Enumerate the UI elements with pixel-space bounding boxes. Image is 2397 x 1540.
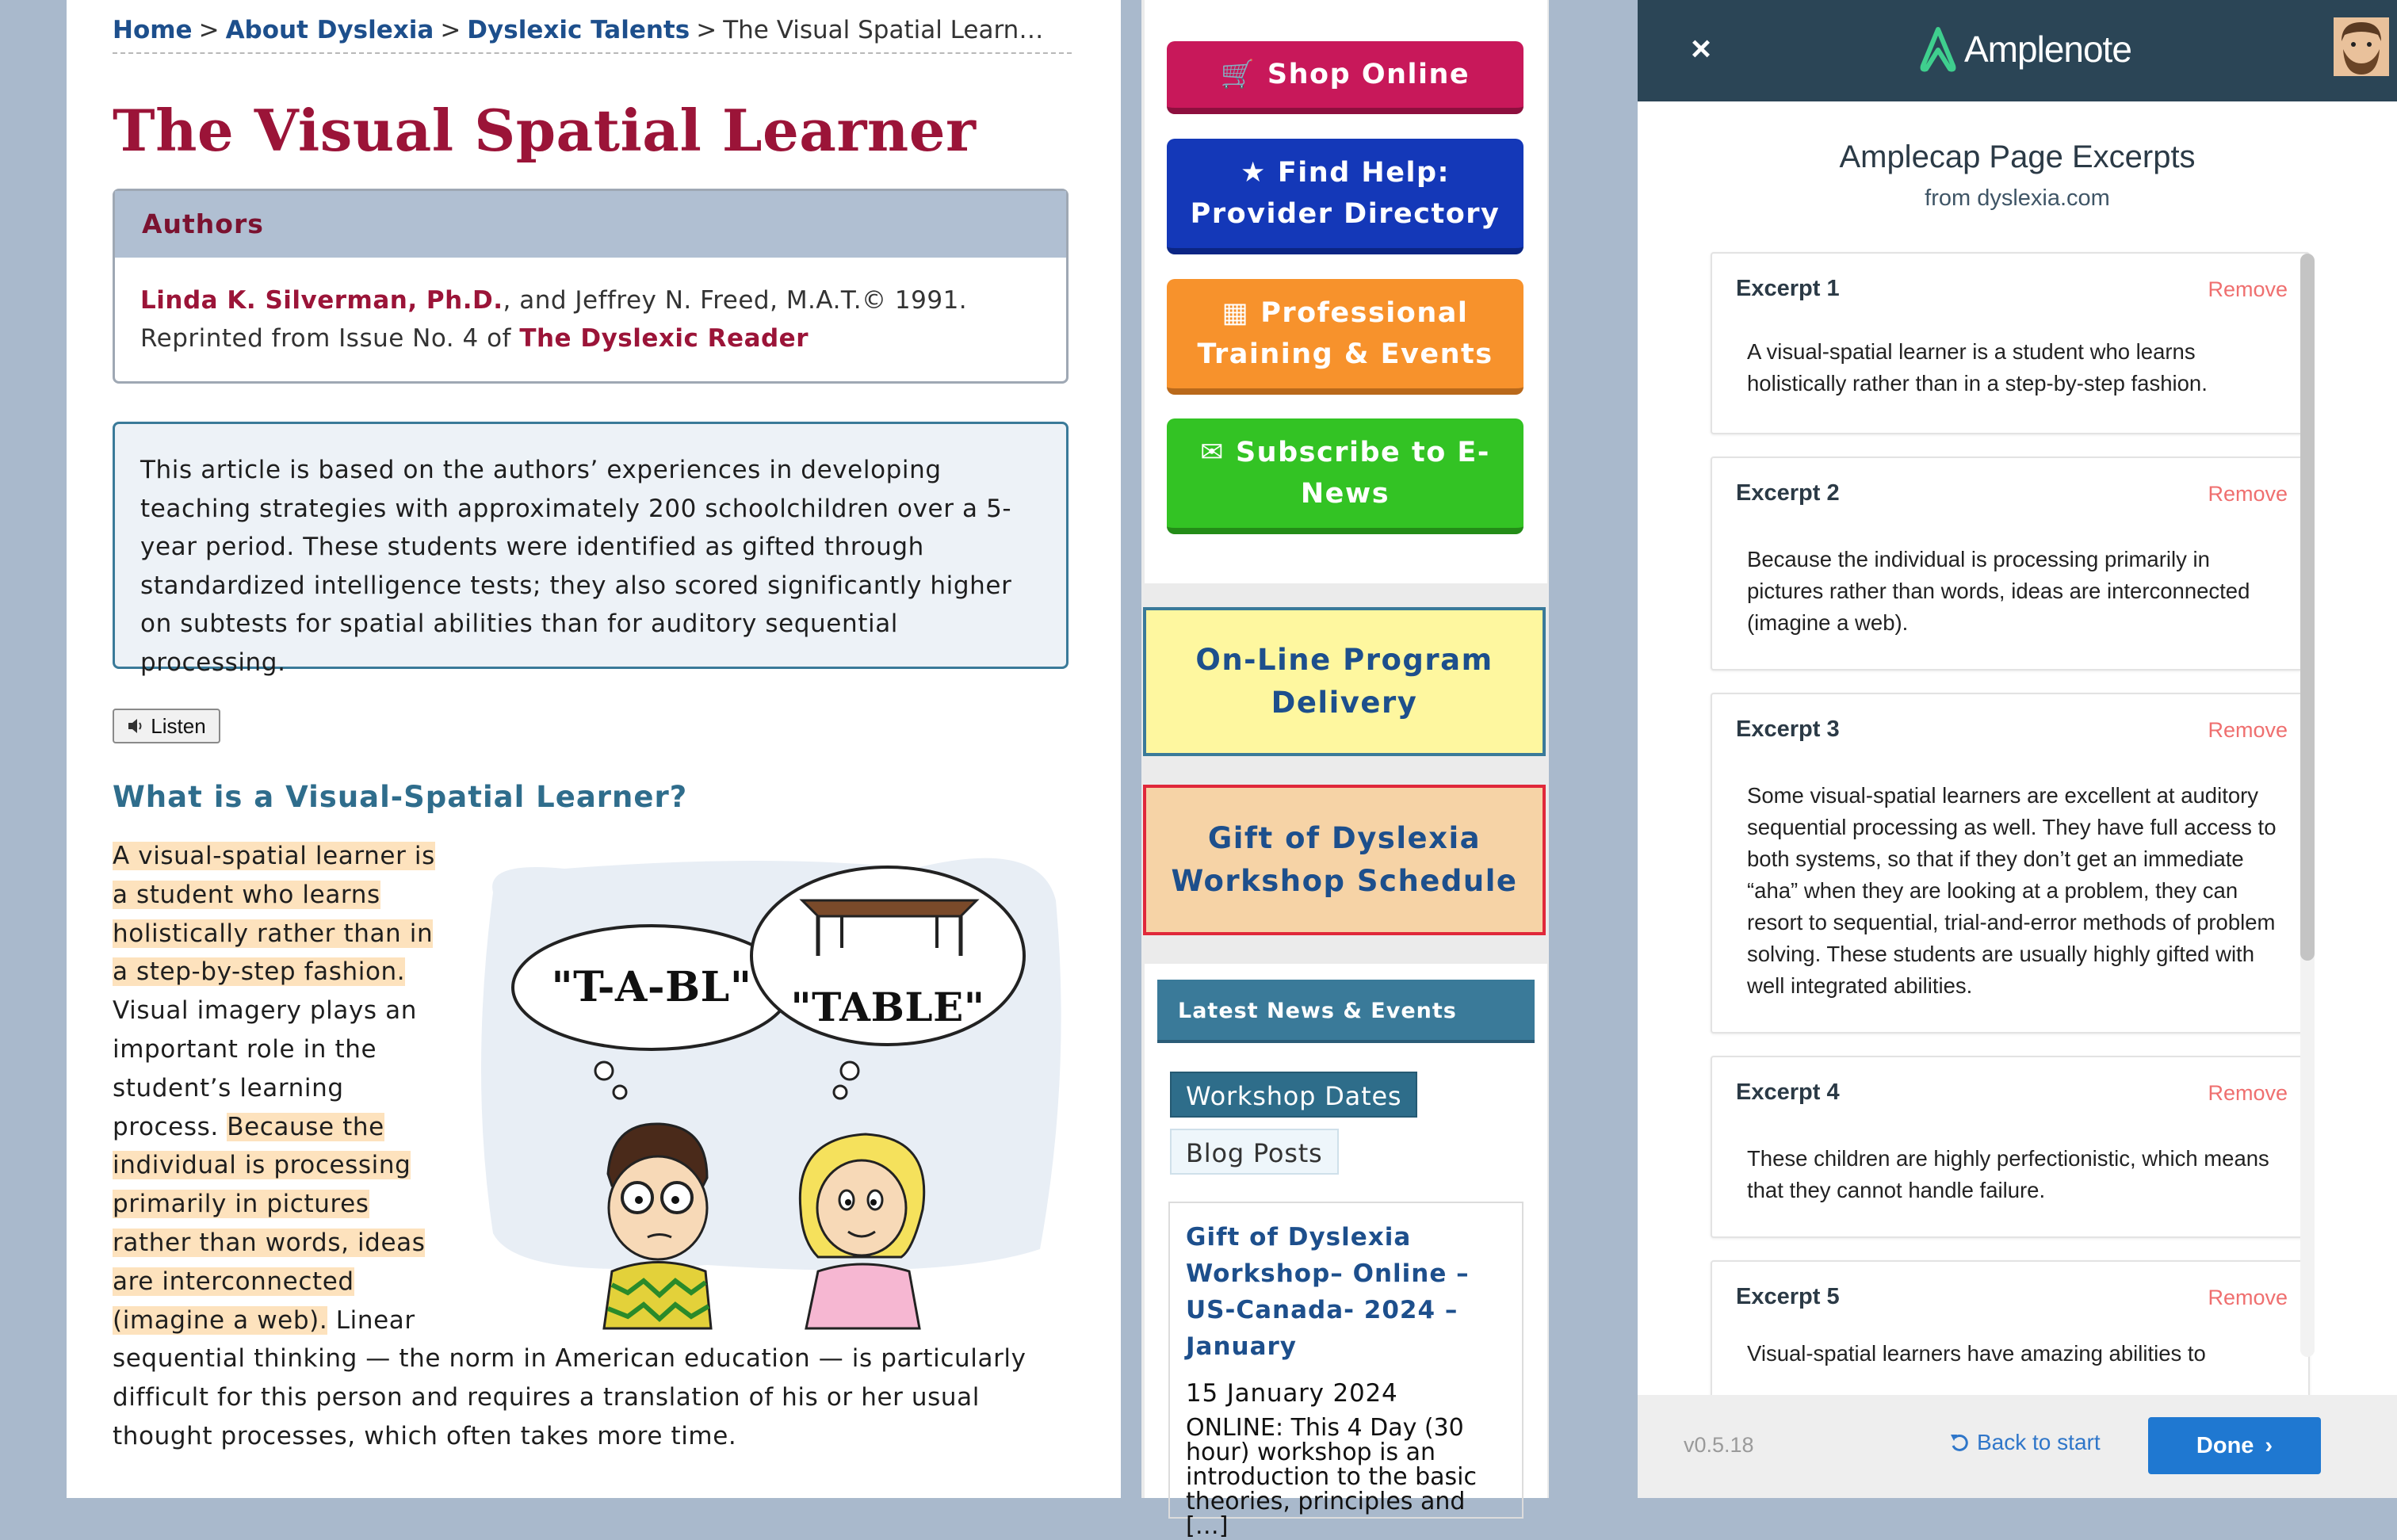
online-program-line1: On-Line Program <box>1195 643 1493 677</box>
undo-icon <box>1948 1431 1971 1454</box>
remove-excerpt-button[interactable]: Remove <box>2208 718 2288 742</box>
amplecap-title: Amplecap Page Excerpts <box>1839 139 2196 174</box>
amplenote-topbar <box>1638 0 2397 101</box>
amplenote-logo-icon <box>1918 26 1958 72</box>
news-excerpt: ONLINE: This 4 Day (30 hour) workshop is an introduction to the basic theories, principles and […] <box>1186 1414 1478 1540</box>
online-program-line2: Delivery <box>1271 686 1418 720</box>
excerpt-list <box>1711 252 2324 1366</box>
excerpt-scrollbar[interactable] <box>2300 254 2315 1357</box>
highlighted-excerpt-1: A visual-spatial learner is a student who learns holistically rather than in a step-by-step fashion. <box>113 842 435 987</box>
intro-box: This article is based on the authors’ experiences in developing teaching strategies with approximately 200 schoolchildren over a 5-year period. These students were identified as gifted through standardized intelligence tests; they also scored significantly higher on subtests for spatial abilities than for auditory sequential processing. <box>113 422 1069 669</box>
help-label-line2: Provider Directory <box>1190 198 1501 230</box>
gift-workshop-promo[interactable] <box>1143 785 1546 935</box>
tab-blog-posts[interactable]: Blog Posts <box>1170 1129 1339 1175</box>
news-date: 15 January 2024 <box>1186 1379 1398 1408</box>
professional-training-button[interactable] <box>1167 279 1523 395</box>
excerpt-label: Excerpt 1 <box>1736 276 1840 301</box>
training-label-line1: Professional <box>1260 297 1469 329</box>
online-program-promo[interactable] <box>1143 607 1546 756</box>
authors-box <box>113 189 1069 384</box>
boy-figure <box>604 1124 711 1328</box>
amplenote-logo-text: Amplenote <box>1964 29 2131 70</box>
excerpt-text: Because the individual is processing primarily in pictures rather than words, ideas are interconnected (imagine a web). <box>1747 547 2250 635</box>
back-to-start-label: Back to start <box>1977 1430 2101 1454</box>
excerpt-text: A visual-spatial learner is a student who learns holistically rather than in a step-by-step fashion. <box>1747 339 2208 396</box>
section-heading: What is a Visual-Spatial Learner? <box>113 780 688 814</box>
authors-body <box>115 258 1066 357</box>
training-label-line2: Training & Events <box>1197 338 1493 370</box>
article-body <box>113 837 1072 1456</box>
publication-link[interactable]: The Dyslexic Reader <box>519 324 809 353</box>
subscribe-enews-button[interactable] <box>1167 418 1523 534</box>
body-text-2: Visual imagery plays an important role in the student’s learning process. <box>113 996 417 1141</box>
news-card <box>1168 1202 1523 1540</box>
amplenote-panel <box>1638 0 2397 1498</box>
done-label: Done <box>2196 1432 2254 1458</box>
avatar[interactable] <box>2334 17 2389 76</box>
amplenote-footer <box>1638 1395 2397 1498</box>
excerpt-text: Some visual-spatial learners are excellent at auditory sequential processing as well. They have full access to both systems, so that if they don’t get an immediate “aha” when they are looking at a problem, they can resort to sequential, trial-and-error methods of problem solving. These students are usually highly gifted with well integrated abilities. <box>1747 783 2277 998</box>
calendar-icon: ▦ <box>1221 297 1250 329</box>
star-icon: ★ <box>1240 157 1267 189</box>
excerpt-card <box>1711 1056 2310 1238</box>
news-header: Latest News & Events <box>1157 980 1535 1043</box>
excerpt-label: Excerpt 4 <box>1736 1080 1840 1105</box>
excerpt-label: Excerpt 2 <box>1736 480 1840 506</box>
excerpt-label: Excerpt 3 <box>1736 717 1840 742</box>
tab-workshop-dates[interactable]: Workshop Dates <box>1170 1072 1417 1118</box>
excerpt-text: Visual-spatial learners have amazing abilities to <box>1747 1341 2206 1366</box>
breadcrumb-separator: > <box>696 16 717 44</box>
breadcrumb-current: The Visual Spatial Learn… <box>723 16 1044 44</box>
authors-heading: Authors <box>115 191 1066 258</box>
right-bubble-text: "TABLE" <box>790 984 985 1030</box>
gift-workshop-line1: Gift of Dyslexia <box>1207 821 1481 855</box>
shop-online-button[interactable] <box>1167 41 1523 114</box>
article-column <box>67 0 1121 1498</box>
done-button[interactable] <box>2148 1417 2321 1474</box>
listen-label: Listen <box>151 713 206 738</box>
remove-excerpt-button[interactable]: Remove <box>2208 277 2288 301</box>
left-bubble-text: "T-A-BL" <box>551 963 752 1011</box>
remove-excerpt-button[interactable]: Remove <box>2208 1286 2288 1309</box>
close-icon[interactable]: × <box>1691 29 1711 68</box>
page-title: The Visual Spatial Learner <box>113 97 977 164</box>
listen-button[interactable] <box>113 709 220 743</box>
avatar-face-icon <box>2334 17 2389 76</box>
highlighted-excerpt-2: Because the individual is processing primarily in pictures rather than words, ideas are interconnected (imagine a web). <box>113 1112 426 1335</box>
body-text-4: Linear sequential thinking — the norm in American education — is particularly difficult for this person and requires a translation of his or her usual thought processes, which often takes more time. <box>113 1305 1026 1450</box>
cta-panel <box>1145 0 1547 583</box>
version-label: v0.5.18 <box>1684 1433 1754 1457</box>
speaker-icon <box>127 717 146 735</box>
amplenote-logo <box>1918 21 2131 78</box>
site-sidebar <box>1141 0 1549 1540</box>
subscribe-label-line2: News <box>1300 478 1390 510</box>
envelope-icon: ✉ <box>1200 437 1225 468</box>
author-link[interactable]: Linda K. Silverman, Ph.D. <box>140 286 503 315</box>
excerpt-card <box>1711 693 2310 1034</box>
breadcrumb-separator: > <box>198 16 220 44</box>
shop-label: Shop Online <box>1267 59 1470 90</box>
author-rest-text: , and Jeffrey N. Freed, M.A.T.© 1991. Reprinted from Issue No. 4 of <box>140 286 968 353</box>
chevron-right-icon: › <box>2265 1432 2273 1458</box>
amplecap-subtitle: from dyslexia.com <box>1925 185 2110 211</box>
girl-figure <box>800 1134 923 1328</box>
find-help-button[interactable] <box>1167 139 1523 254</box>
cart-icon: 🛒 <box>1220 59 1256 90</box>
breadcrumb <box>113 11 1072 54</box>
breadcrumb-home-link[interactable]: Home <box>113 16 193 44</box>
excerpt-card <box>1711 252 2310 434</box>
remove-excerpt-button[interactable]: Remove <box>2208 482 2288 506</box>
breadcrumb-about-link[interactable]: About Dyslexia <box>225 16 434 44</box>
excerpt-card <box>1711 457 2310 671</box>
breadcrumb-talents-link[interactable]: Dyslexic Talents <box>467 16 690 44</box>
help-label-line1: Find Help: <box>1277 157 1451 189</box>
subscribe-label-line1: Subscribe to E- <box>1235 437 1490 468</box>
breadcrumb-separator: > <box>440 16 461 44</box>
excerpt-label: Excerpt 5 <box>1736 1284 1840 1309</box>
gift-workshop-line2: Workshop Schedule <box>1171 864 1518 898</box>
back-to-start-button[interactable] <box>1948 1430 2101 1455</box>
excerpt-text: These children are highly perfectionistic, which means that they cannot handle failure. <box>1747 1146 2269 1202</box>
cartoon-illustration <box>469 837 1072 1328</box>
news-title-link[interactable]: Gift of Dyslexia Workshop– Online – US-Canada- 2024 – January <box>1186 1223 1470 1361</box>
remove-excerpt-button[interactable]: Remove <box>2208 1081 2288 1105</box>
news-panel <box>1145 964 1547 1540</box>
scrollbar-thumb[interactable] <box>2300 254 2315 961</box>
